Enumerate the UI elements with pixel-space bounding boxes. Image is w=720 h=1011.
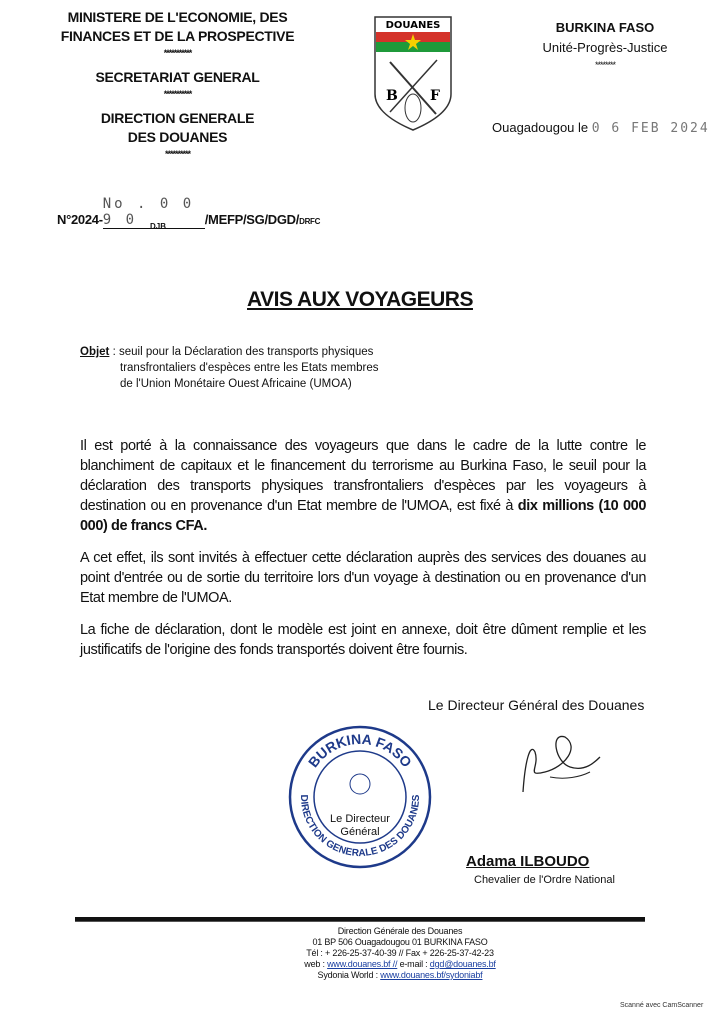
ref-small: DRFC [299,217,321,226]
paragraph-1 [80,436,646,536]
web-link[interactable]: www.douanes.bf // [327,959,398,969]
svg-text:DIRECTION GENERALE DES DOUANES: DIRECTION GENERALE DES DOUANES [297,794,423,860]
subject-line1: : seuil pour la Déclaration des transports physiques [109,346,374,358]
footer-web [250,959,550,970]
country-name: BURKINA FASO [555,20,655,35]
p1-end: . [203,518,207,534]
separator: ********** [164,149,191,159]
date-stamp: 0 6 FEB 2024 [591,121,710,136]
signatory-title: Le Directeur Général des Douanes [428,697,645,713]
footer-divider [75,917,645,922]
svg-text:Le Directeur: Le Directeur [330,813,390,825]
ref-suffix: /MEFP/SG/DGD/ [204,212,300,227]
subject [80,344,400,392]
subject-line2: transfrontaliers d'espèces entre les Etats membres [120,362,379,374]
separator: ******** [594,60,616,70]
date-line [492,120,710,136]
sydonia-label: Sydonia World : [317,970,381,980]
separator: *********** [163,89,192,99]
footer [250,926,550,981]
signatory-distinction: Chevalier de l'Ordre National [474,874,615,886]
issuer-block [40,8,315,161]
paragraph-2: A cet effet, ils sont invités à effectuer cette déclaration auprès des services des douanes au point d'entrée ou de sortie du territoire lors d'un voyage à destination ou en provenance d'un Etat membre de l'UMOA. [80,550,646,606]
ministry-name: MINISTERE DE L'ECONOMIE, DES FINANCES ET DE LA PROSPECTIVE [60,9,295,44]
document-title: AVIS AUX VOYAGEURS [247,288,473,311]
svg-text:B: B [386,88,398,104]
separator: *********** [163,48,192,58]
sydonia-link[interactable]: www.douanes.bf/sydoniabf [380,970,483,980]
email-label: e-mail : [397,959,430,969]
logo-label: DOUANES [385,20,441,31]
handwritten-signature [495,722,605,802]
motto: Unité-Progrès-Justice [542,40,668,55]
paragraph-3: La fiche de déclaration, dont le modèle est joint en annexe, doit être dûment remplie et les justificatifs de l'origine des fonds transportés doivent être fournis. [80,622,646,658]
body-text [80,436,646,672]
douanes-logo [372,14,454,132]
subject-label: Objet [80,346,110,358]
date-prefix: Ouagadougou le [492,120,589,135]
direction-line1: DIRECTION GENERALE [100,110,255,126]
web-label: web : [304,959,328,969]
svg-text:BURKINA FASO: BURKINA FASO [304,730,416,771]
reference-number [57,196,320,229]
ref-prefix: N°2024- [57,212,103,227]
ref-below: DJB [150,222,167,231]
secretariat-name: SECRETARIAT GENERAL [95,69,260,85]
official-stamp [285,722,435,872]
scanner-watermark: Scanné avec CamScanner [620,1002,704,1009]
p1-threshold: dix millions (10 000 000) de francs CFA [80,498,646,534]
subject-line3: de l'Union Monétaire Ouest Africaine (UMOA) [120,378,352,390]
ref-number: No . 0 0 9 0 [103,196,205,229]
footer-org: Direction Générale des Douanes [337,926,463,936]
country-block [505,18,705,72]
svg-text:F: F [430,88,440,104]
footer-sydonia [250,970,550,981]
footer-address: 01 BP 506 Ouagadougou 01 BURKINA FASO [312,937,488,947]
svg-text:Général: Général [340,826,380,838]
p1-text: Il est porté à la connaissance des voyageurs que dans le cadre de la lutte contre le blanchiment de capitaux et le financement du terrorisme au Burkina Faso, le seuil pour la déclaration des transports physiques transfrontaliers d'espèces par les voyageurs à destination ou en provenance d'un Etat membre de l'UMOA, est fixé à [80,438,646,514]
direction-line2: DES DOUANES [127,129,228,145]
signatory-name: Adama ILBOUDO [466,853,590,870]
footer-phone: Tél : + 226-25-37-40-39 // Fax + 226-25-37-42-23 [306,948,494,958]
email-link[interactable]: dgd@douanes.bf [429,959,496,969]
